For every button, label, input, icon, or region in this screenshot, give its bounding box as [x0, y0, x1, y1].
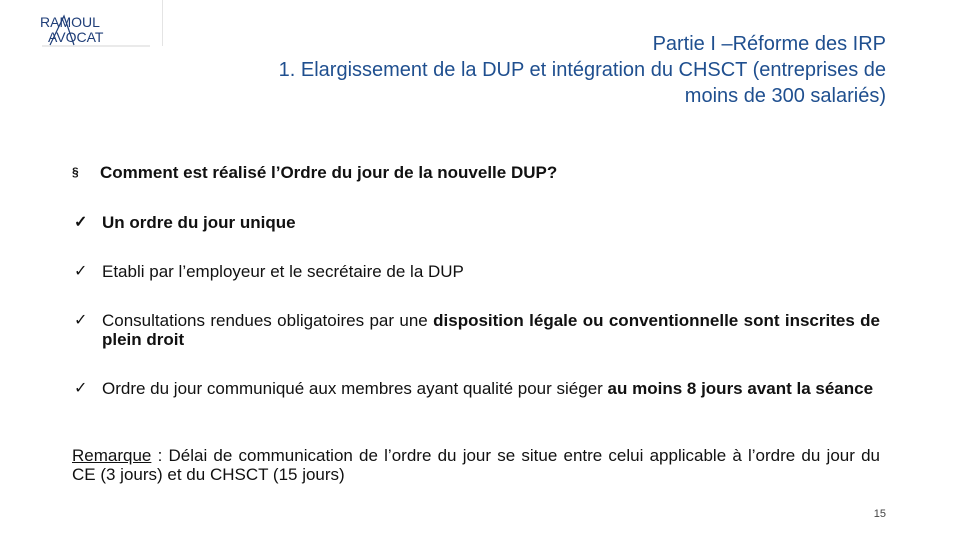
check-item-established-by	[74, 262, 880, 281]
check-item-mandatory-consultations	[74, 311, 880, 349]
checkmark-icon: ✓	[74, 263, 88, 280]
check-item-text-regular: Ordre du jour communiqué aux membres ayant qualité pour siéger	[102, 379, 608, 398]
title-line-1: Partie I –Réforme des IRP	[652, 33, 886, 55]
logo-line-1-text: RAMOUL	[40, 14, 100, 30]
check-item-unique-agenda	[74, 213, 880, 232]
slide-title	[66, 31, 886, 109]
title-line-3: moins de 300 salariés)	[684, 85, 886, 107]
check-item-text-bold: disposition légale ou conventionnelle sont inscrites de plein droit	[102, 311, 880, 349]
checkmark-icon: ✓	[74, 214, 88, 231]
title-line-2: 1. Elargissement de la DUP et intégration du CHSCT (entreprises de	[278, 59, 886, 81]
remark-label: Remarque	[72, 446, 152, 465]
section-bullet-icon: §	[72, 165, 79, 179]
remark-text: : Délai de communication de l’ordre du jour se situe entre celui applicable à l’ordre du jour du CE (3 jours) et du CHSCT (15 jours)	[72, 446, 880, 484]
check-item-text: Un ordre du jour unique	[102, 213, 296, 232]
page-number: 15	[873, 508, 886, 520]
check-item-agenda-communicated	[74, 379, 880, 398]
checkmark-icon: ✓	[74, 312, 88, 329]
check-item-text-bold: au moins 8 jours avant la séance	[607, 379, 874, 398]
remark-paragraph	[72, 446, 880, 484]
question-heading	[72, 163, 557, 183]
check-item-text: Etabli par l’employeur et le secrétaire de la DUP	[102, 262, 464, 281]
check-item-text-regular: Consultations rendues obligatoires par une	[102, 311, 434, 330]
logo-line-2-text: AVOCAT	[48, 29, 104, 45]
check-item-text	[102, 311, 880, 349]
question-text: Comment est réalisé l’Ordre du jour de la nouvelle DUP?	[100, 163, 558, 182]
check-item-text	[102, 379, 880, 398]
checkmark-icon: ✓	[74, 380, 88, 397]
